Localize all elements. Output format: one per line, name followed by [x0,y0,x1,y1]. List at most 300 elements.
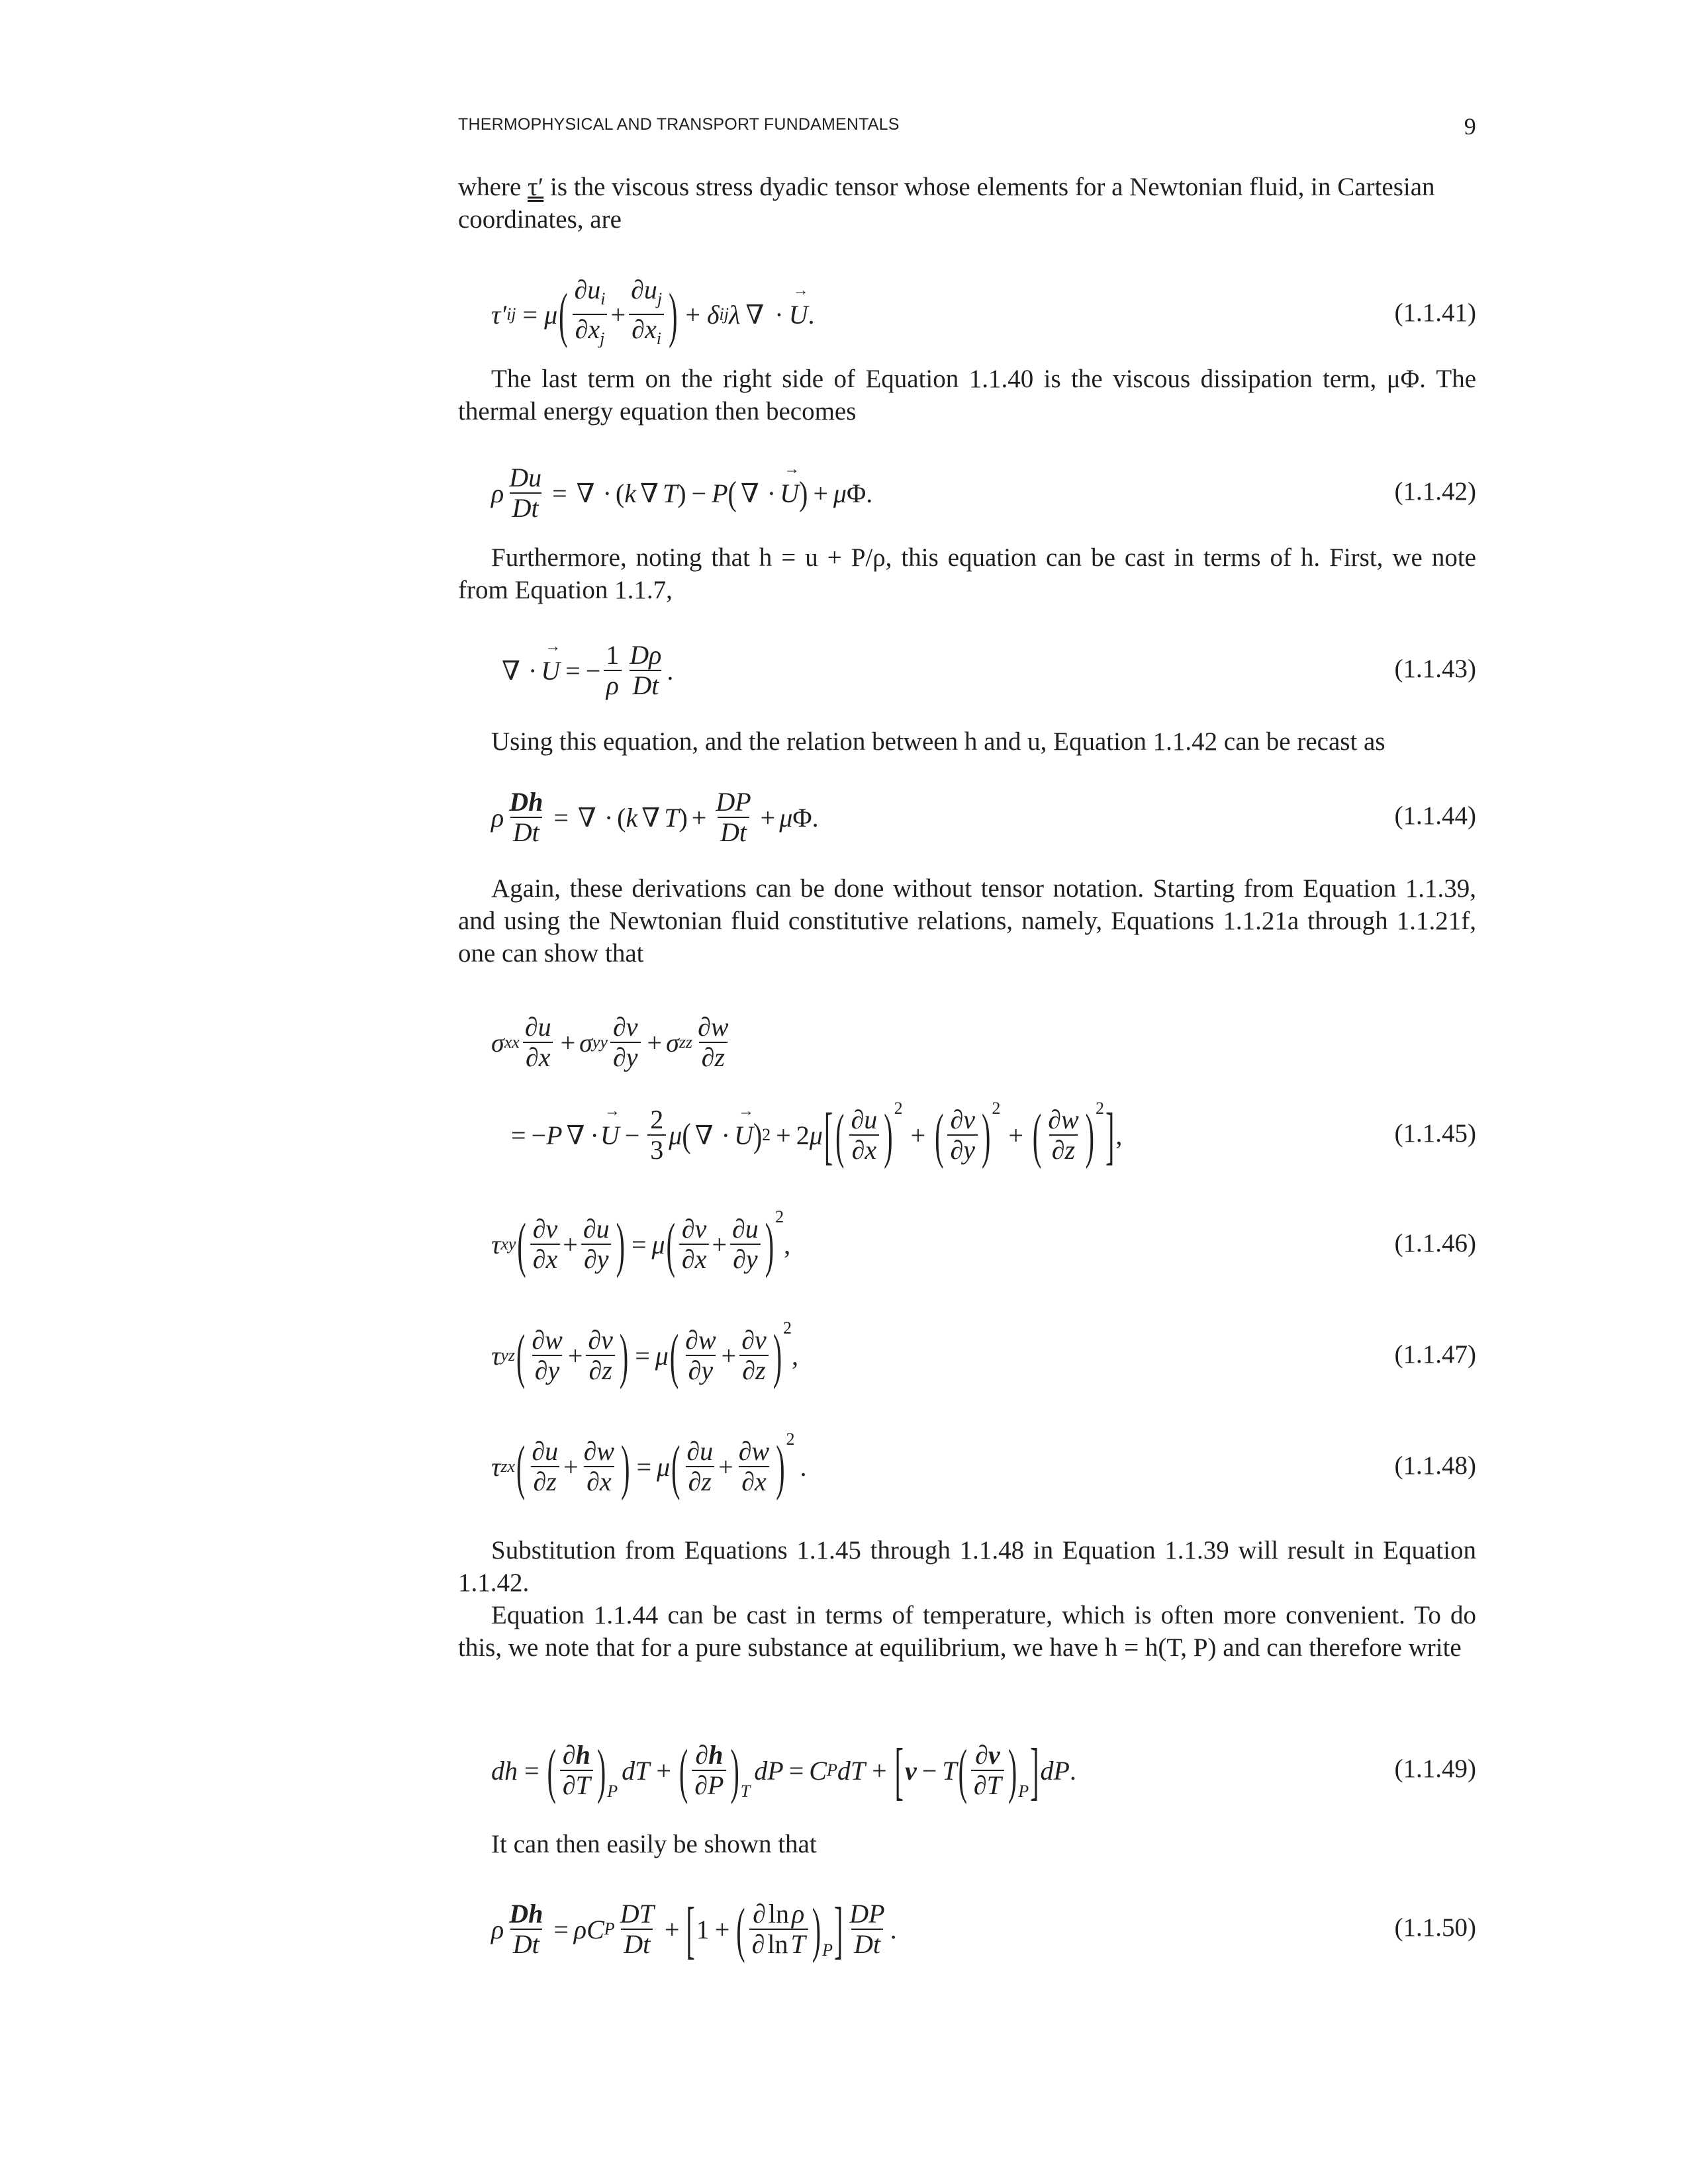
partial: ∂ [686,1436,700,1466]
equation-number: (1.1.45) [1394,1119,1476,1148]
var: u [643,275,657,304]
plus: + [776,1120,791,1150]
phi: Φ [792,802,812,833]
fraction [729,1214,761,1274]
subscript: zx [500,1457,515,1476]
subscript: P [1018,1782,1029,1801]
paragraph-8: It can then easily be shown that [491,1830,817,1858]
partial: ∂ [525,1042,539,1072]
subscript: xx [504,1032,520,1052]
numerator: DP [849,1899,885,1929]
subscript: zz [679,1032,693,1052]
equals: = [553,1914,569,1944]
denominator: Dt [851,1929,883,1959]
var: x [694,1244,707,1274]
equation-1-1-47 [458,1316,1476,1395]
tau: τ [491,1451,501,1482]
mu: μ [657,1451,671,1482]
dP: dP [1040,1755,1070,1786]
subscript: P [607,1782,618,1801]
equals: = [522,299,538,330]
left-paren: ( [669,1321,679,1390]
left-paren: ( [1032,1101,1042,1169]
partial: ∂ [533,1467,547,1496]
var: u [745,1214,759,1244]
partial: ∂ [532,1436,545,1466]
superscript: 2 [783,1318,792,1338]
paragraph-4: Using this equation, and the relation between h and u, Equation 1.1.42 can be recast as [491,727,1385,756]
right-paren: ) [773,1321,782,1390]
var: x [865,1135,877,1165]
partial: ∂ [575,314,588,344]
equation-number: (1.1.46) [1394,1229,1476,1257]
subscript: i [600,289,606,308]
equation-1-1-41 [458,275,1476,351]
text: is the viscous stress dyadic tensor whose elements for a Newtonian fluid, in Cartesian [550,173,1435,201]
text: coordinates, are [458,205,622,234]
var: w [698,1325,716,1355]
phi: Φ [846,478,867,508]
one: 1 [696,1914,710,1944]
plus: + [813,478,828,508]
subscript: i [656,329,661,348]
fraction [749,1899,808,1959]
fraction [506,463,544,523]
partial: ∂ [583,1244,597,1274]
left-paren: ( [958,1736,967,1805]
right-paren: ) [669,280,678,349]
minus: − [921,1755,937,1786]
numerator: 2 [650,1105,664,1134]
coef: 2 [796,1120,810,1150]
right-paren: ) [799,473,808,513]
var: h [708,1740,724,1770]
superscript: 2 [762,1125,771,1144]
partial: ∂ [732,1214,745,1244]
var: y [626,1042,638,1072]
var: v [963,1105,975,1134]
partial: ∂ [534,1355,548,1385]
running-head-title: THERMOPHYSICAL AND TRANSPORT FUNDAMENTALS [458,115,900,134]
var: u [864,1105,878,1134]
partial: ∂ [631,275,644,304]
partial: ∂ [851,1105,865,1134]
paragraph-7: Equation 1.1.44 can be cast in terms of temperature, which is often more convenient. To do this, we note that for a pure substance at equilibrium, we have h = h(T, P) and can therefore write [458,1601,1476,1662]
denominator: 3 [647,1134,666,1165]
equation-1-1-50 [458,1886,1476,1972]
Cp: C [809,1755,827,1786]
rho: ρ [491,478,504,508]
fraction [529,1437,561,1496]
superscript: 2 [894,1099,903,1118]
right-paren: ) [621,1432,630,1501]
fraction [679,1214,710,1274]
mu: μ [651,1229,665,1259]
var: u [700,1436,714,1466]
subscript: P [826,1760,837,1780]
partial: ∂ [681,1214,695,1244]
partial: ∂ [738,1436,752,1466]
partial: ∂ [586,1467,600,1496]
var: v [904,1755,917,1786]
plus: + [685,299,700,330]
var: w [1060,1105,1079,1134]
period: . [667,655,674,686]
equals: = [636,1451,651,1482]
partial: ∂ [524,1012,538,1042]
partial: ∂ [975,1740,988,1770]
fraction [692,1741,726,1800]
partial: ∂ [588,1325,602,1355]
equals: = [635,1340,650,1371]
var: T [790,1929,806,1959]
page-number: 9 [1464,113,1476,140]
velocity-vector: → U [789,299,808,330]
nabla: ∇ [641,802,661,833]
equation-number: (1.1.50) [1394,1913,1476,1942]
numerator: Du [509,463,542,492]
partial: ∂ [574,275,588,304]
fraction [627,641,664,700]
var: w [751,1436,770,1466]
plus: + [872,1755,887,1786]
fraction [610,1013,641,1072]
superscript: 2 [992,1099,1001,1118]
var: w [545,1325,563,1355]
var: x [538,1042,551,1072]
equation-number: (1.1.47) [1394,1340,1476,1369]
partial: ∂ [532,1325,545,1355]
partial: ∂ [1048,1105,1061,1134]
var: z [1064,1135,1076,1165]
subscript: yy [592,1032,608,1052]
partial: ∂ [688,1355,702,1385]
plus: + [760,802,776,833]
dP: dP [754,1755,784,1786]
document-page [458,0,1476,2184]
partial: ∂ [695,1740,709,1770]
var: v [754,1325,767,1355]
left-bracket: [ [823,1099,833,1171]
partial: ∂ [751,1929,765,1959]
fraction [695,1013,731,1072]
nabla: ∇ [566,1120,585,1150]
dot: · [604,802,614,833]
left-bracket: [ [894,1735,904,1806]
var: T [664,802,679,833]
running-head [458,113,1476,139]
partial: ∂ [532,1214,546,1244]
partial: ∂ [583,1436,597,1466]
equation-1-1-45 [458,1092,1476,1178]
equation-1-1-46 [458,1205,1476,1284]
var: T [942,1755,957,1786]
mu: μ [544,299,558,330]
partial: ∂ [532,1244,546,1274]
right-paren: ) [1085,1101,1094,1169]
text: where [458,173,522,201]
denominator: Dt [510,492,541,523]
equals: = [788,1755,804,1786]
fraction [603,641,622,700]
fraction [947,1105,978,1165]
denominator: Dt [630,670,661,700]
left-paren: ( [516,1321,526,1390]
tau: τ [491,1229,501,1259]
left-paren: ( [617,802,626,833]
var: u [596,1214,610,1244]
var: z [755,1355,766,1385]
dot: · [774,299,784,330]
plus: + [656,1755,671,1786]
fraction [739,1326,769,1385]
period: . [812,802,819,833]
superscript: 2 [1095,1099,1104,1118]
partial: ∂ [562,1770,576,1800]
nabla: ∇ [745,299,765,330]
fraction [530,1214,561,1274]
period: . [1069,1755,1076,1786]
partial: ∂ [742,1355,756,1385]
plus: + [714,1914,730,1944]
fraction [506,788,545,847]
fraction [847,1899,887,1959]
fraction [1045,1105,1081,1165]
var: T [986,1770,1002,1800]
superscript: 2 [786,1430,795,1449]
minus: − [624,1120,640,1150]
mu: μ [809,1120,823,1150]
minus: − [691,478,707,508]
dT: dT [837,1755,866,1786]
subscript: xy [500,1234,516,1253]
ln: ln [768,1899,790,1929]
plus: + [718,1451,733,1482]
var: T [662,478,678,508]
var: w [710,1012,729,1042]
left-paren: ( [516,1432,526,1501]
equation-number: (1.1.43) [1394,655,1476,683]
var: y [963,1135,975,1165]
var: z [701,1467,712,1496]
partial: ∂ [694,1770,708,1800]
partial: ∂ [612,1012,626,1042]
mu: μ [833,478,847,508]
right-paren: ) [679,802,688,833]
right-paren: ) [753,1115,763,1155]
right-paren: ) [616,1210,625,1279]
right-paren: ) [981,1101,991,1169]
partial: ∂ [681,1244,695,1274]
nabla: ∇ [577,802,596,833]
var: u [545,1436,559,1466]
equation-1-1-45-lhs [458,1006,1476,1079]
var: P [546,1120,563,1150]
sigma: σ [491,1027,504,1058]
equals: = [524,1755,539,1786]
fraction [529,1326,565,1385]
fraction [585,1326,616,1385]
equation-number: (1.1.41) [1394,298,1476,327]
Cp: C [586,1914,604,1944]
subscript: P [822,1940,833,1960]
nabla: ∇ [502,655,520,686]
right-paren: ) [812,1895,821,1964]
equation-1-1-48 [458,1427,1476,1506]
subscript: P [604,1919,615,1938]
var: v [988,1740,1000,1770]
partial: ∂ [741,1325,755,1355]
var: v [626,1012,638,1042]
right-paren: ) [677,478,686,508]
var: ρ [792,1899,805,1929]
equation-1-1-49 [458,1727,1476,1813]
left-paren: ( [736,1895,745,1964]
equals: = [631,1229,647,1259]
equation-number: (1.1.42) [1394,477,1476,506]
mu: μ [655,1340,669,1371]
numerator: DP [716,787,751,817]
denominator: ρ [604,670,622,700]
var: P [712,478,728,508]
fraction [713,788,753,847]
velocity-vector: → U [541,655,560,686]
partial: ∂ [583,1214,596,1244]
partial: ∂ [701,1042,715,1072]
minus: − [531,1120,547,1150]
numerator: Dρ [630,640,662,670]
sigma: σ [579,1027,592,1058]
var: v [601,1325,613,1355]
plus: + [563,1451,579,1482]
period: . [808,299,815,330]
partial: ∂ [950,1135,964,1165]
partial: ∂ [851,1135,865,1165]
var: v [545,1214,558,1244]
partial: ∂ [685,1325,698,1355]
velocity-vector: → U [734,1120,753,1151]
partial: ∂ [950,1105,964,1134]
fraction [522,1013,554,1072]
plus: + [910,1120,926,1150]
dh: dh [491,1755,518,1786]
fraction [572,275,608,353]
partial: ∂ [632,314,645,344]
var: y [547,1355,560,1385]
left-paren: ( [671,1432,680,1501]
right-paren: ) [765,1210,774,1279]
fraction [581,1214,612,1274]
rho: ρ [573,1914,587,1944]
fraction [618,1899,657,1959]
minus: − [585,655,601,686]
left-paren: ( [615,478,625,508]
nabla: ∇ [640,478,659,508]
plus: + [721,1340,737,1371]
denominator: Dt [510,817,542,847]
dot: · [602,478,612,508]
tau: τ [491,1340,501,1371]
fraction [682,1326,718,1385]
right-paren: ) [1008,1736,1017,1805]
var: h [575,1740,590,1770]
var: z [714,1042,725,1072]
numerator: Dh [509,787,543,817]
partial: ∂ [612,1042,626,1072]
plus: + [712,1229,727,1259]
var: k [624,478,637,508]
dT: dT [622,1755,650,1786]
rho: ρ [491,1914,504,1944]
numerator: Dh [509,1899,543,1929]
subscript: j [600,329,605,348]
partial: ∂ [562,1740,576,1770]
var: P [708,1770,724,1800]
comma: , [784,1229,791,1259]
left-paren: ( [517,1210,526,1279]
var: x [545,1244,558,1274]
dot: · [528,655,538,686]
left-paren: ( [935,1101,944,1169]
fraction [560,1741,593,1800]
tau-prime: τ′ [491,299,507,330]
subscript: ij [506,304,516,324]
var: z [602,1355,612,1385]
right-paren: ) [730,1736,739,1805]
right-paren: ) [884,1101,893,1169]
var: x [588,314,600,344]
partial: ∂ [688,1467,702,1496]
var: z [546,1467,557,1496]
var: x [754,1467,767,1496]
comma: , [1115,1120,1123,1150]
paragraph-5: Again, these derivations can be done without tensor notation. Starting from Equation 1.1.39, and using the Newtonian fluid constitutive relations, namely, Equations 1.1.21a through 1.1.21f, one can show that [458,874,1476,968]
right-paren: ) [619,1321,629,1390]
equation-1-1-44 [458,781,1476,854]
left-paren: ( [682,1115,691,1155]
numerator: 1 [606,640,620,670]
plus: + [567,1340,583,1371]
var: T [575,1770,590,1800]
superscript: 2 [775,1207,784,1226]
equals: = [552,478,567,508]
denominator: Dt [510,1929,542,1959]
plus: + [647,1027,663,1058]
right-bracket: ] [1030,1735,1039,1806]
plus: + [1008,1120,1023,1150]
equation-number: (1.1.44) [1394,801,1476,830]
equals: = [565,655,581,686]
fraction [628,275,665,353]
partial: ∂ [588,1355,602,1385]
left-paren: ( [727,473,737,513]
nabla: ∇ [740,478,759,508]
equation-1-1-42 [458,457,1476,529]
equation-number: (1.1.48) [1394,1451,1476,1480]
left-paren: ( [835,1101,845,1169]
fraction [848,1105,880,1165]
var: x [644,314,657,344]
subscript: yz [500,1345,515,1365]
partial: ∂ [698,1012,711,1042]
sigma: σ [666,1027,679,1058]
dot: · [721,1120,730,1150]
rho: ρ [491,802,504,833]
dot: · [767,478,776,508]
paragraph-1 [458,171,1476,236]
var: k [626,802,638,833]
partial: ∂ [733,1244,746,1274]
